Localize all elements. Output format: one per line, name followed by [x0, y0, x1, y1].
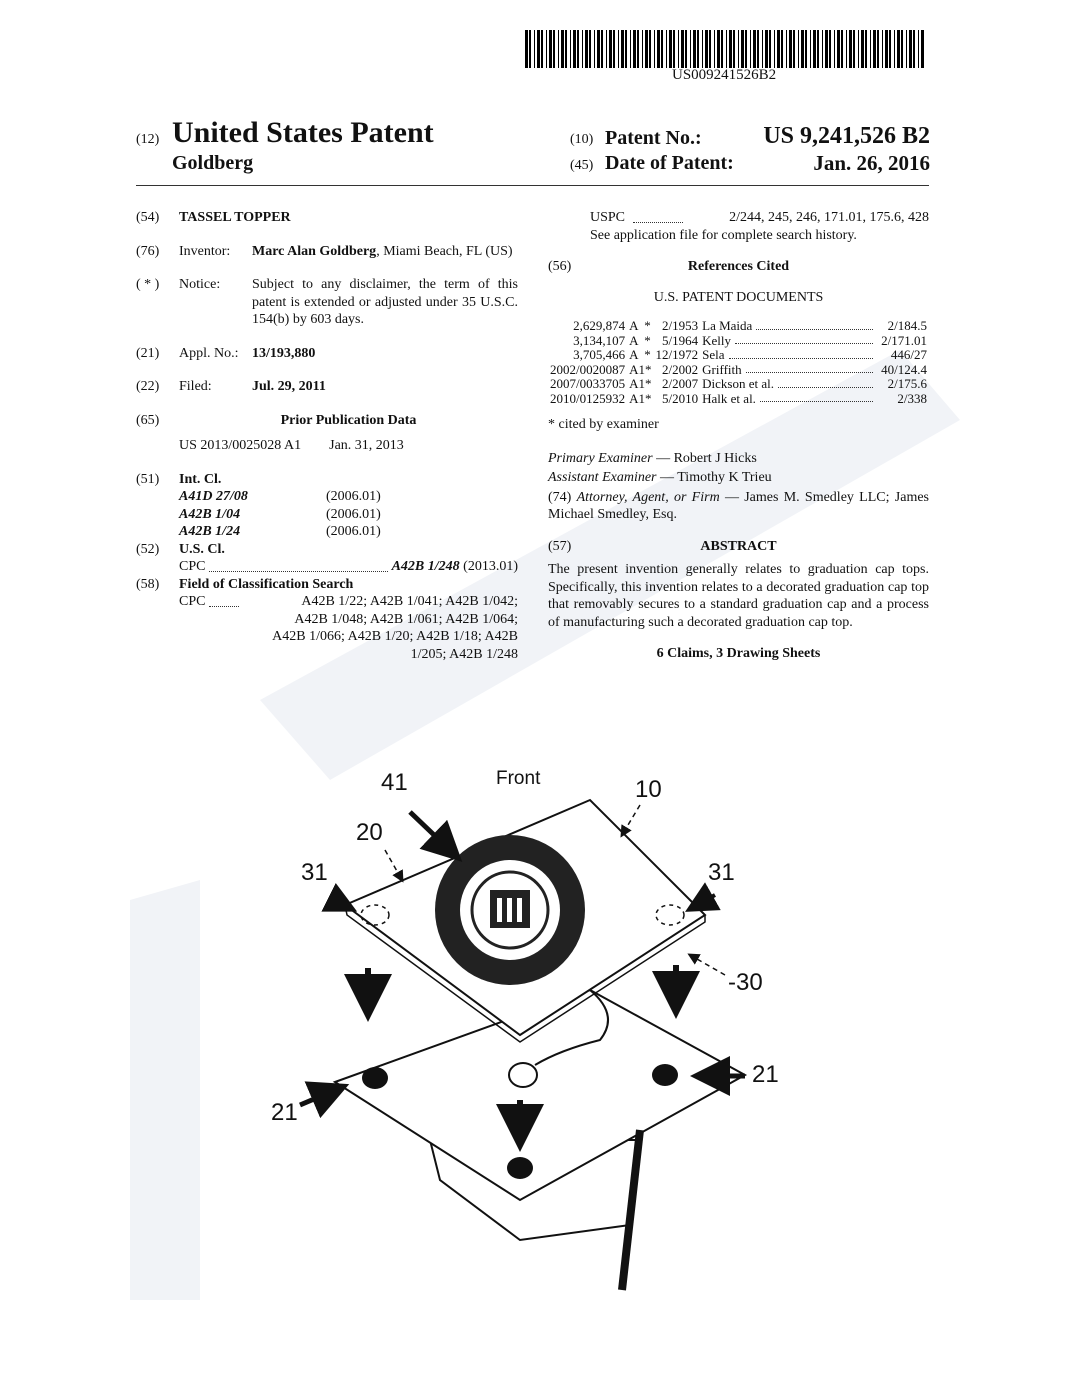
hole-right: [652, 1064, 678, 1086]
barcode-bar: [705, 30, 708, 68]
barcode-bar: [837, 30, 840, 68]
barcode-bar: [729, 30, 732, 68]
barcode-bar: [774, 30, 775, 68]
intcl-version: (2006.01): [326, 489, 381, 504]
barcode-bar: [810, 30, 811, 68]
uspc-label: USPC: [590, 210, 626, 225]
barcode-bar: [765, 30, 768, 68]
prior-pub: US 2013/0025028 A1: [179, 438, 302, 453]
barcode-bar: [546, 30, 547, 68]
barcode-bar: [849, 30, 852, 68]
barcode-bar: [666, 30, 667, 68]
field-heading: Field of Classification Search: [179, 576, 354, 592]
barcode-bar: [630, 30, 631, 68]
code-54: (54): [136, 210, 160, 225]
barcode-bar: [582, 30, 583, 68]
cpc-label: CPC: [179, 559, 206, 574]
barcode-bar: [702, 30, 703, 68]
filed-date: Jul. 29, 2011: [252, 379, 326, 394]
ref-name-text: Sela: [702, 347, 725, 362]
header-rule: [136, 185, 929, 186]
dot-leader: [735, 343, 873, 344]
barcode-bar: [738, 30, 739, 68]
barcode-bar: [913, 30, 915, 68]
barcode-bar: [565, 30, 567, 68]
ref-name: [700, 334, 879, 349]
ref-date: 2/2007: [662, 376, 699, 391]
barcode-bar: [841, 30, 843, 68]
barcode-bar: [825, 30, 828, 68]
code-58: (58): [136, 576, 160, 592]
code-notice: ( * ): [136, 277, 160, 292]
code-51: (51): [136, 471, 160, 487]
barcode-bar: [726, 30, 727, 68]
ref-number: 3,134,107: [573, 332, 626, 348]
barcode-bar: [762, 30, 763, 68]
code-74: (74): [548, 489, 577, 505]
label-21: 21: [271, 1099, 298, 1126]
barcode: [525, 30, 930, 68]
cpc-class: A42B 1/248: [391, 559, 460, 574]
abstract-heading: ABSTRACT: [700, 538, 777, 554]
barcode-bar: [669, 30, 672, 68]
ref-name-text: Griffith: [702, 361, 742, 377]
barcode-bar: [781, 30, 783, 68]
ref-number: 2002/0020087: [550, 361, 626, 377]
field-line: A42B 1/22; A42B 1/041; A42B 1/042;: [301, 594, 518, 609]
attorney-label: Attorney, Agent, or Firm: [576, 489, 720, 505]
ref-kind: A *: [629, 332, 651, 348]
ref-number: 2,629,874: [573, 318, 626, 333]
reference-row: [548, 392, 929, 407]
ref-class: 446/27: [890, 347, 927, 362]
barcode-bar: [541, 30, 543, 68]
barcode-bar: [750, 30, 751, 68]
uscl-heading: U.S. Cl.: [179, 541, 225, 557]
barcode-bar: [697, 30, 699, 68]
code-10: (10): [570, 132, 594, 147]
barcode-bar: [685, 30, 687, 68]
barcode-bar: [537, 30, 540, 68]
code-52: (52): [136, 541, 160, 557]
dot-leader: [729, 358, 874, 359]
references-table: [548, 319, 929, 406]
barcode-bar: [525, 30, 528, 68]
ref-date: 2/1953: [662, 318, 699, 333]
reference-row: [548, 377, 929, 392]
barcode-bar: [721, 30, 723, 68]
barcode-bar: [681, 30, 684, 68]
inventor-surname: Goldberg: [172, 152, 254, 174]
code-12: (12): [136, 132, 160, 147]
barcode-bar: [789, 30, 792, 68]
barcode-bar: [577, 30, 579, 68]
barcode-bar: [693, 30, 696, 68]
ref-kind: A *: [629, 318, 651, 333]
barcode-bar: [601, 30, 603, 68]
code-57: (57): [548, 538, 572, 554]
barcode-bar: [637, 30, 639, 68]
barcode-bar: [882, 30, 883, 68]
ref-date: 12/1972: [655, 347, 699, 362]
barcode-bar: [865, 30, 867, 68]
ref-number: 2007/0033705: [550, 376, 626, 391]
barcode-bar: [661, 30, 663, 68]
date-label: Date of Patent:: [605, 152, 734, 174]
barcode-bar: [625, 30, 627, 68]
barcode-bar: [690, 30, 691, 68]
ref-name: [700, 319, 879, 334]
barcode-bar: [558, 30, 559, 68]
primary-examiner-label: Primary Examiner: [548, 450, 653, 466]
doc-type: United States Patent: [172, 116, 434, 149]
primary-examiner: — Robert J Hicks: [652, 450, 757, 466]
barcode-bar: [678, 30, 679, 68]
ref-class: 2/171.01: [881, 332, 927, 348]
label-31: 31: [708, 859, 735, 886]
ref-date: 5/2010: [662, 390, 699, 406]
assistant-examiner: — Timothy K Trieu: [656, 470, 772, 485]
ref-name: [700, 392, 879, 407]
ref-name-text: La Maida: [702, 318, 753, 333]
barcode-bar: [618, 30, 619, 68]
code-76: (76): [136, 243, 160, 259]
barcode-bar: [633, 30, 636, 68]
ref-kind: A1*: [629, 376, 652, 391]
barcode-bar: [709, 30, 711, 68]
ref-name-text: Halk et al.: [702, 390, 756, 406]
intcl-class: A42B 1/04: [179, 506, 241, 522]
reference-row: [548, 334, 929, 349]
right-column: [548, 209, 929, 663]
barcode-bar: [885, 30, 888, 68]
barcode-bar: [858, 30, 859, 68]
label-31: 31: [301, 859, 328, 886]
intcl-heading: Int. Cl.: [179, 471, 222, 487]
label-41: 41: [381, 769, 408, 796]
ref-name: [700, 363, 879, 378]
barcode-bar: [561, 30, 564, 68]
barcode-bar: [529, 30, 531, 68]
ref-kind: A1*: [629, 361, 652, 377]
barcode-bar: [621, 30, 624, 68]
reference-row: [548, 363, 929, 378]
ref-number: 3,705,466: [573, 347, 626, 362]
code-22: (22): [136, 379, 160, 394]
dot-leader: [778, 387, 873, 388]
barcode-bar: [918, 30, 919, 68]
hole-front: [507, 1157, 533, 1179]
filed-label: Filed:: [179, 379, 212, 394]
ref-class: 2/338: [897, 390, 927, 406]
code-65: (65): [136, 412, 160, 428]
intcl-version: (2006.01): [326, 524, 381, 539]
field-cpc-label: CPC: [179, 594, 206, 609]
prior-heading: Prior Publication Data: [280, 412, 417, 428]
barcode-bar: [753, 30, 756, 68]
ref-kind: A1*: [629, 390, 652, 406]
barcode-bar: [645, 30, 648, 68]
ref-date: 5/1964: [662, 332, 699, 348]
ref-kind: A *: [629, 347, 651, 362]
field-line: 1/205; A42B 1/248: [410, 646, 518, 662]
barcode-bar: [589, 30, 591, 68]
dot-leader: [746, 372, 874, 373]
patent-no: US 9,241,526 B2: [763, 123, 930, 149]
search-note: See application file for complete search history.: [590, 227, 857, 243]
barcode-bar: [805, 30, 807, 68]
barcode-bar: [585, 30, 588, 68]
left-column: [136, 209, 518, 663]
abstract-text: The present invention generally relates to graduation cap tops. Specifically, this invention relates to a decorated graduation cap top that removably secures to a standard graduation cap and a process of manufacturing such a decorated graduation cap top.: [548, 562, 929, 630]
claims-summary: 6 Claims, 3 Drawing Sheets: [656, 646, 821, 661]
patent-title: TASSEL TOPPER: [179, 210, 291, 225]
reference-row: [548, 348, 929, 363]
barcode-bar: [594, 30, 595, 68]
barcode-bar: [798, 30, 799, 68]
cpc-version: (2013.01): [463, 559, 518, 574]
hole-left: [362, 1067, 388, 1089]
ref-class: 2/184.5: [887, 318, 927, 333]
barcode-bar: [813, 30, 816, 68]
barcode-bar: [553, 30, 555, 68]
barcode-bar: [786, 30, 787, 68]
barcode-bar: [733, 30, 735, 68]
ref-class: 2/175.6: [887, 376, 927, 391]
barcode-bar: [609, 30, 612, 68]
barcode-bar: [745, 30, 747, 68]
barcode-bar: [757, 30, 759, 68]
refs-heading: References Cited: [687, 259, 790, 274]
inventor-location: , Miami Beach, FL (US): [376, 243, 513, 259]
intcl-version: (2006.01): [326, 506, 381, 522]
ref-class: 40/124.4: [881, 361, 927, 377]
barcode-bar: [801, 30, 804, 68]
label-10: 10: [635, 776, 662, 803]
barcode-number: US009241526B2: [672, 67, 777, 83]
barcode-bar: [829, 30, 831, 68]
cap-base: [335, 990, 745, 1290]
label-20: 20: [356, 819, 383, 846]
barcode-bar: [714, 30, 715, 68]
prior-date: Jan. 31, 2013: [329, 438, 404, 453]
barcode-bar: [861, 30, 864, 68]
intcl-class: A41D 27/08: [179, 489, 248, 504]
barcode-bar: [853, 30, 855, 68]
code-45: (45): [570, 158, 594, 173]
barcode-bar: [717, 30, 720, 68]
barcode-bar: [769, 30, 771, 68]
barcode-bar: [573, 30, 576, 68]
intcl-class: A42B 1/24: [179, 524, 241, 539]
button-center: [509, 1063, 537, 1087]
barcode-bar: [606, 30, 607, 68]
barcode-bar: [741, 30, 744, 68]
code-21: (21): [136, 345, 160, 361]
barcode-bar: [894, 30, 895, 68]
patent-no-label: Patent No.:: [605, 127, 702, 149]
ref-name-text: Dickson et al.: [702, 376, 774, 391]
barcode-bar: [673, 30, 675, 68]
inventor-label: Inventor:: [179, 243, 231, 259]
barcode-bar: [921, 30, 924, 68]
refs-subheading: U.S. PATENT DOCUMENTS: [653, 289, 824, 305]
barcode-bar: [834, 30, 835, 68]
barcode-bar: [534, 30, 535, 68]
ref-name: [700, 377, 879, 392]
barcode-bar: [897, 30, 900, 68]
ref-date: 2/2002: [662, 361, 699, 377]
attorney: — James M. Smedley LLC; James Michael Smedley, Esq.: [548, 489, 929, 522]
label-30: -30: [728, 969, 763, 996]
ref-name: [700, 348, 879, 363]
barcode-bar: [570, 30, 571, 68]
barcode-bar: [889, 30, 891, 68]
reference-row: [548, 319, 929, 334]
barcode-bar: [846, 30, 847, 68]
code-56: (56): [548, 259, 572, 274]
barcode-bar: [642, 30, 643, 68]
inventor-name: Marc Alan Goldberg: [252, 243, 377, 259]
barcode-bar: [549, 30, 552, 68]
label-21: 21: [752, 1061, 779, 1088]
barcode-bar: [793, 30, 795, 68]
barcode-bar: [654, 30, 655, 68]
notice-text: Subject to any disclaimer, the term of this patent is extended or adjusted under 35 U.S.C. 154(b) by 603 days.: [252, 277, 518, 327]
uspc-classes: 2/244, 245, 246, 171.01, 175.6, 428: [729, 210, 929, 225]
barcode-bar: [657, 30, 660, 68]
barcode-bar: [873, 30, 876, 68]
appl-label: Appl. No.:: [179, 345, 239, 361]
ref-number: 2010/0125932: [550, 390, 626, 406]
barcode-bar: [649, 30, 651, 68]
assistant-examiner-label: Assistant Examiner: [548, 470, 657, 485]
barcode-bar: [877, 30, 879, 68]
cited-note: * cited by examiner: [548, 417, 659, 432]
label-front: Front: [496, 768, 541, 789]
field-line: A42B 1/048; A42B 1/061; A42B 1/064;: [294, 611, 518, 627]
dot-leader: [756, 329, 873, 330]
appl-no: 13/193,880: [252, 345, 316, 361]
barcode-bar: [909, 30, 912, 68]
barcode-bar: [817, 30, 819, 68]
field-line: A42B 1/066; A42B 1/20; A42B 1/18; A42B: [272, 629, 518, 644]
patent-drawing: [0, 740, 1080, 1300]
ref-name-text: Kelly: [702, 332, 732, 348]
patent-date: Jan. 26, 2016: [813, 151, 930, 175]
barcode-bar: [906, 30, 907, 68]
seal-emblem: [435, 835, 585, 985]
barcode-bar: [901, 30, 903, 68]
dot-leader: [760, 401, 873, 402]
notice-label: Notice:: [179, 277, 221, 292]
barcode-bar: [597, 30, 600, 68]
barcode-bar: [613, 30, 615, 68]
barcode-bar: [777, 30, 780, 68]
barcode-bar: [822, 30, 823, 68]
barcode-bar: [870, 30, 871, 68]
